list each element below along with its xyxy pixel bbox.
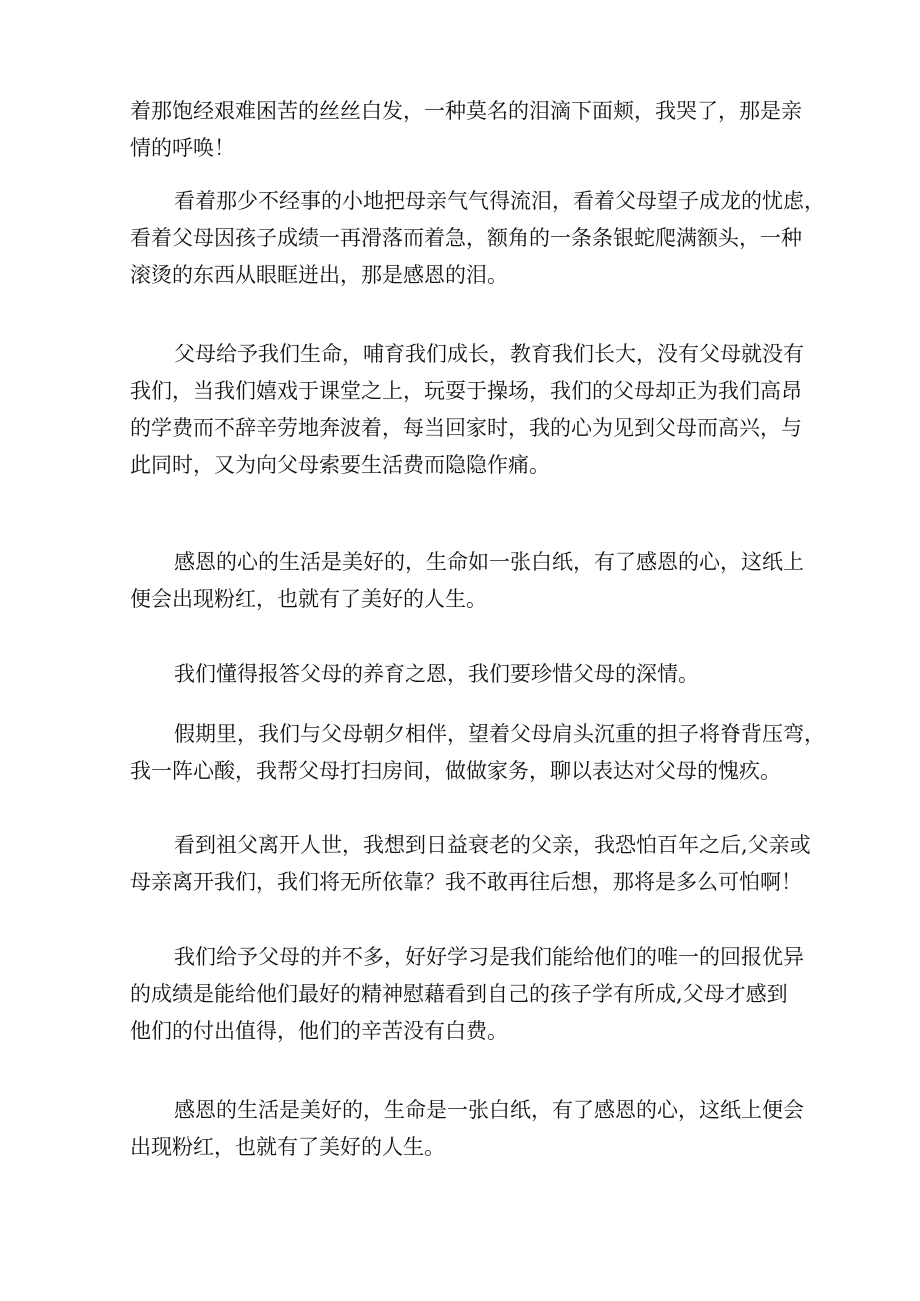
text-line: 的成绩是能给他们最好的精神慰藉看到自己的孩子学有所成,父母才感到 — [130, 982, 788, 1006]
paragraph-4 — [130, 544, 804, 618]
text-line: 我们给予父母的并不多，好好学习是我们能给他们的唯一的回报优异 — [174, 945, 804, 969]
text-line: 情的呼唤！ — [130, 136, 235, 160]
text-line: 我一阵心酸，我帮父母打扫房间，做做家务，聊以表达对父母的愧疚。 — [130, 759, 781, 783]
paragraph-5 — [130, 656, 790, 693]
text-line: 着那饱经艰难困苦的丝丝白发，一种莫名的泪滴下面颊，我哭了，那是亲 — [130, 99, 802, 123]
text-line: 看着父母因孩子成绩一再滑落而着急，额角的一条条银蛇爬满额头，一种 — [130, 226, 802, 250]
text-line: 看到祖父离开人世，我想到日益衰老的父亲，我恐怕百年之后,父亲或 — [174, 833, 811, 857]
text-line: 我们，当我们嬉戏于课堂之上，玩耍于操场，我们的父母却正为我们高昂 — [130, 379, 802, 403]
paragraph-9 — [130, 1092, 804, 1166]
text-line: 我们懂得报答父母的养育之恩，我们要珍惜父母的深情。 — [174, 662, 699, 686]
text-line: 假期里，我们与父母朝夕相伴，望着父母肩头沉重的担子将脊背压弯， — [174, 722, 825, 746]
text-line: 便会出现粉红，也就有了美好的人生。 — [130, 587, 487, 611]
text-line: 母亲离开我们，我们将无所依靠？我不敢再往后想，那将是多么可怕啊！ — [130, 870, 802, 894]
text-line: 出现粉红，也就有了美好的人生。 — [130, 1135, 445, 1159]
text-line: 父母给予我们生命，哺育我们成长，教育我们长大，没有父母就没有 — [174, 342, 804, 366]
paragraph-3 — [130, 336, 804, 484]
text-line: 他们的付出值得，他们的辛苦没有白费。 — [130, 1019, 508, 1043]
paragraph-8 — [130, 939, 804, 1050]
text-line: 感恩的心的生活是美好的，生命如一张白纸，有了感恩的心，这纸上 — [174, 550, 804, 574]
text-line: 看着那少不经事的小地把母亲气气得流泪，看着父母望子成龙的忧虑， — [174, 189, 825, 213]
paragraph-6 — [130, 716, 825, 790]
text-line: 的学费而不辞辛劳地奔波着，每当回家时，我的心为见到父母而高兴，与 — [130, 416, 802, 440]
paragraph-2 — [130, 183, 825, 294]
text-line: 感恩的生活是美好的，生命是一张白纸，有了感恩的心，这纸上便会 — [174, 1098, 804, 1122]
paragraph-7 — [130, 827, 811, 901]
paragraph-1 — [130, 93, 802, 167]
text-line: 滚烫的东西从眼眶迸出，那是感恩的泪。 — [130, 263, 508, 287]
text-line: 此同时，又为向父母索要生活费而隐隐作痛。 — [130, 453, 550, 477]
